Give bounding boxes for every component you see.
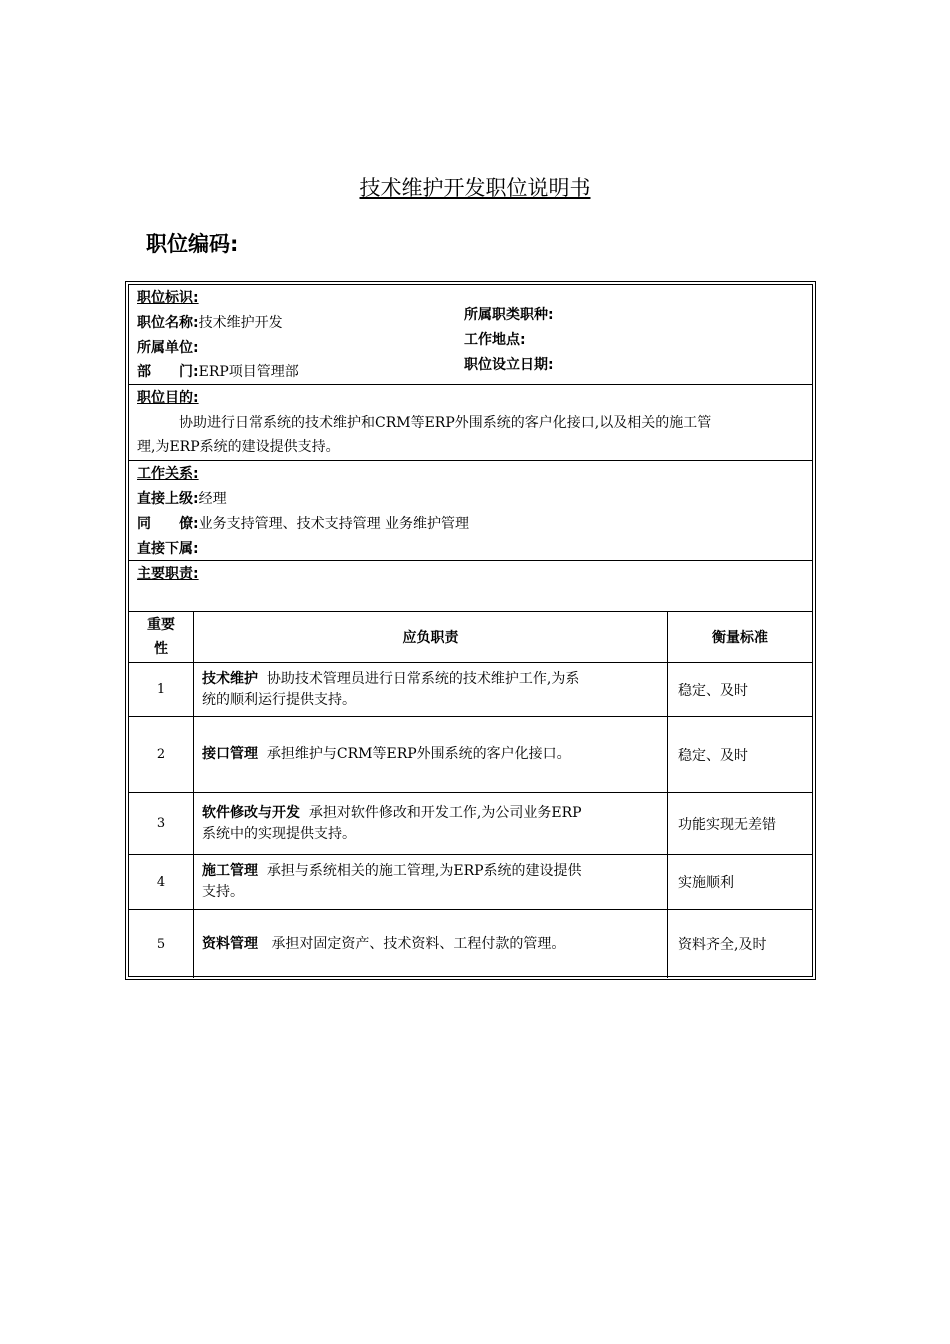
- identity-section: [129, 285, 812, 385]
- department-value: ERP项目管理部: [198, 364, 299, 380]
- unit-label: 所属单位:: [137, 340, 199, 356]
- identity-heading: 职位标识:: [137, 290, 199, 306]
- row-number: 4: [156, 874, 166, 890]
- relations-section: [129, 461, 812, 561]
- duty-text-cont: 统的顺利运行提供支持。: [202, 691, 356, 708]
- table-row-1-duty: [194, 663, 668, 717]
- table-row-1-num: [129, 663, 194, 717]
- position-name-row: [137, 313, 283, 333]
- duties-section: [129, 561, 812, 612]
- department-label: 部 门:: [137, 364, 199, 380]
- duty-title: 软件修改与开发: [202, 804, 300, 821]
- position-name-label: 职位名称:: [137, 315, 199, 331]
- table-row-3-num: [129, 793, 194, 855]
- importance-header-line-1: 重要: [147, 617, 175, 633]
- duty-text-cont: 系统中的实现提供支持。: [202, 825, 356, 842]
- position-name-value: 技术维护开发: [198, 315, 283, 331]
- category-label: 所属职类职种:: [464, 307, 554, 323]
- purpose-line-2: 理,为ERP系统的建设提供支持。: [137, 439, 340, 455]
- table-row-5-standard: [668, 910, 812, 978]
- row-number: 1: [156, 682, 166, 697]
- superior-value: 经理: [198, 491, 227, 507]
- importance-header: [129, 612, 194, 663]
- table-row-4-duty: [194, 855, 668, 910]
- standard-value: 稳定、及时: [678, 682, 748, 699]
- peer-label: 同 僚:: [137, 516, 199, 532]
- location-label: 工作地点:: [464, 332, 526, 348]
- standard-value: 资料齐全,及时: [678, 937, 767, 953]
- standard-value: 稳定、及时: [678, 747, 748, 764]
- importance-header-line-2: 性: [154, 641, 168, 657]
- table-row-4-num: [129, 855, 194, 910]
- row-number: 3: [156, 816, 166, 831]
- table-row-4-standard: [668, 855, 812, 910]
- row-number: 2: [156, 747, 166, 762]
- duty-title: 接口管理: [202, 746, 258, 762]
- position-code-label: 职位编码:: [146, 232, 239, 256]
- duty-text: 承担对软件修改和开发工作,为公司业务ERP: [300, 804, 582, 821]
- standard-header-label: 衡量标准: [712, 630, 768, 646]
- document-title: 技术维护开发职位说明书: [359, 176, 591, 200]
- table-row-5-duty: [194, 910, 668, 978]
- purpose-heading: 职位目的:: [137, 390, 199, 406]
- duty-title: 资料管理: [202, 935, 258, 952]
- duty-text: 承担对固定资产、技术资料、工程付款的管理。: [258, 935, 566, 952]
- department-row: [137, 362, 299, 382]
- duty-title: 技术维护: [202, 670, 258, 687]
- table-row-5-num: [129, 910, 194, 978]
- job-description-table: [125, 281, 816, 980]
- duty-title: 施工管理: [202, 863, 258, 879]
- relations-heading: 工作关系:: [137, 466, 199, 482]
- duty-header-label: 应负职责: [402, 630, 459, 646]
- duty-text: 承担维护与CRM等ERP外围系统的客户化接口。: [258, 746, 571, 762]
- purpose-line-1: 协助进行日常系统的技术维护和CRM等ERP外围系统的客户化接口,以及相关的施工管: [179, 415, 712, 431]
- table-row-2-num: [129, 717, 194, 793]
- duty-text: 协助技术管理员进行日常系统的技术维护工作,为系: [258, 670, 580, 687]
- table-row-3-standard: [668, 793, 812, 855]
- duties-heading: 主要职责:: [137, 566, 199, 582]
- table-row-2-duty: [194, 717, 668, 793]
- peer-row: [137, 514, 469, 534]
- table-row-2-standard: [668, 717, 812, 793]
- standard-value: 功能实现无差错: [678, 816, 776, 833]
- table-row-3-duty: [194, 793, 668, 855]
- standard-header: [668, 612, 812, 663]
- standard-value: 实施顺利: [678, 875, 734, 891]
- established-date-label: 职位设立日期:: [464, 357, 554, 373]
- peer-value: 业务支持管理、技术支持管理 业务维护管理: [198, 516, 470, 532]
- purpose-section: [129, 385, 812, 461]
- duty-header: [194, 612, 668, 663]
- row-number: 5: [156, 936, 166, 952]
- superior-row: [137, 489, 227, 509]
- duty-text-cont: 支持。: [202, 884, 244, 900]
- subordinate-label: 直接下属:: [137, 541, 199, 557]
- table-row-1-standard: [668, 663, 812, 717]
- duty-text: 承担与系统相关的施工管理,为ERP系统的建设提供: [258, 863, 582, 879]
- superior-label: 直接上级:: [137, 491, 199, 507]
